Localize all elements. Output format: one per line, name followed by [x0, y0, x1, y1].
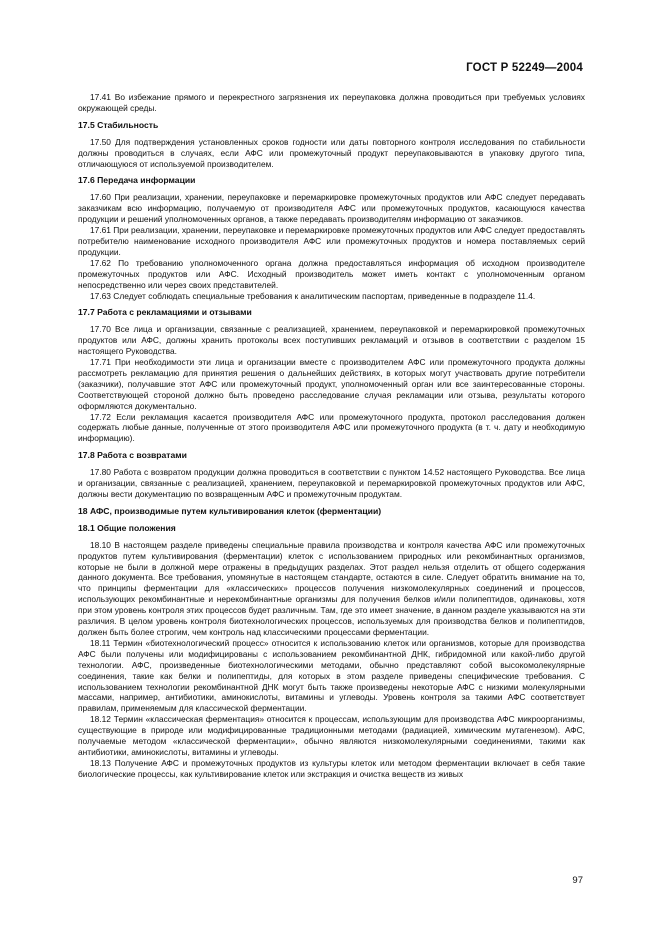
section-heading: 18 АФС, производимые путем культивирования клеток (ферментации) — [78, 505, 382, 516]
paragraph: 17.62 По требованию уполномоченного органа должна предоставляться информация об исходном производителе промежуточных продуктов или АФС. Исходный производитель может иметь контакт с уполномоченным органом непосредственно или через своих представителей. — [78, 257, 585, 290]
paragraph: 17.80 Работа с возвратом продукции должна проводиться в соответствии с пунктом 14.52 настоящего Руководства. Все лица и организации, связанные с реализацией, хранением, переупаковкой и перемаркировкой промежуточных продуктов или АФС, должны вести документацию по возвращенным АФС и промежуточным продуктам. — [78, 467, 585, 499]
section-heading: 17.6 Передача информации — [78, 175, 196, 186]
section-heading: 17.8 Работа с возвратами — [78, 450, 187, 461]
paragraph: 17.63 Следует соблюдать специальные требования к аналитическим паспортам, приведенные в подразделе 11.4. — [90, 290, 536, 301]
paragraph: 17.61 При реализации, хранении, переупаковке и перемаркировке промежуточных продуктов или АФС следует предоставлять потребителю наименование исходного производителя АФС или промежуточных продуктов и номера поставляемых серий продукции. — [78, 225, 585, 257]
section-heading: 18.1 Общие положения — [78, 522, 176, 533]
paragraph: 17.71 При необходимости эти лица и организации вместе с производителем АФС или промежуточного продукта должны рассмотреть рекламацию для принятия решения о дальнейших действиях, в которых могут участвовать другие потребители (заказчики), получавшие этот АФС или промежуточный продукт, уполномоченный орган или все заинтересованные стороны. Соответствующей стороной должно быть проведено расследование случая рекламации или отзыва, результаты которого оформляются документально. — [78, 357, 585, 411]
paragraph: 17.70 Все лица и организации, связанные с реализацией, хранением, переупаковкой и перемаркировкой промежуточных продуктов или АФС, должны хранить протоколы всех поступивших рекламаций и отзывов в соответствии с разделом 15 настоящего Руководства. — [78, 324, 585, 357]
paragraph: 18.13 Получение АФС и промежуточных продуктов из культуры клеток или методом ферментации включает в себя такие биологические процессы, как культивирование клеток или экстракция и очистка веществ из живых — [78, 757, 585, 779]
document-body — [78, 92, 585, 780]
paragraph: 18.10 В настоящем разделе приведены специальные правила производства и контроля качества АФС или промежуточных продуктов путем культивирования (ферментации) клеток с использованием природных или рекомбинантных организмов, которые не были в должной мере отражены в предыдущих разделах. Этот раздел нельзя отделить от общего содержания данного документа. Все требования, упомянутые в настоящем стандарте, остаются в силе. Следует обратить внимание на то, что принципы ферментации для «классических» процессов получения низкомолекулярных соединений и процессов, использующих рекомбинантные и нерекомбинантные организмы для получения белков и/или полипептидов, одинаковы, хотя при этом уровень контроля этих процессов будет различным. Там, где это имеет значение, в данном разделе указываются на эти различия. В целом уровень контроля биотехнологических процессов, используемых для производства белков и полипептидов, должен быть более строгим, чем контроль над классическими процессами ферментации. — [78, 539, 585, 637]
paragraph: 18.12 Термин «классическая ферментация» относится к процессам, использующим для производства АФС микроорганизмы, существующие в природе или модифицированные традиционными методами (радиацией, химическим мутагенезом). АФС, получаемые методом «классической ферментации», обычно являются низкомолекулярными соединениями, такими как антибиотики, аминокислоты, витамины и углеводы. — [78, 714, 585, 757]
section-heading: 17.5 Стабильность — [78, 119, 159, 130]
page-number: 97 — [572, 875, 583, 886]
paragraph: 17.50 Для подтверждения установленных сроков годности или даты повторного контроля исследования по стабильности должны проводиться в случаях, если АФС или промежуточный продукт переупаковываются в упаковку другого типа, отличающуюся от используемой производителем. — [78, 136, 585, 169]
paragraph: 18.11 Термин «биотехнологический процесс» относится к использованию клеток или организмов, которые для производства АФС были получены или модифицированы с использованием рекомбинантной ДНК, гибридомной или какой-либо другой технологии. АФС, произведенные биотехнологическими методами, обычно представляют собой высокомолекулярные соединения, такие как белки и полипептиды, для которых в этом разделе приведены специфические требования. С использованием технологии рекомбинантной ДНК могут быть также произведены некоторые АФС с низкими молекулярными массами, например, антибиотики, аминокислоты, витамины и углеводы. Уровень контроля за такими АФС соответствует правилам, применяемым для классической ферментации. — [78, 637, 585, 714]
paragraph: 17.72 Если рекламация касается производителя АФС или промежуточного продукта, протокол расследования должен содержать любые данные, полученные от этого производителя АФС или промежуточного продукта (в т. ч. дату и необходимую информацию). — [78, 411, 585, 444]
document-id: ГОСТ Р 52249—2004 — [466, 62, 583, 74]
paragraph: 17.41 Во избежание прямого и перекрестного загрязнения их переупаковка должна проводиться при требуемых условиях окружающей среды. — [78, 92, 585, 113]
paragraph: 17.60 При реализации, хранении, переупаковке и перемаркировке промежуточных продуктов или АФС следует передавать заказчикам всю информацию, получаемую от производителя АФС или промежуточных продуктов, касающуюся качества продукции и решений уполномоченных органов, а также передавать производителям информацию от заказчиков. — [78, 192, 585, 225]
section-heading: 17.7 Работа с рекламациями и отзывами — [78, 307, 252, 318]
